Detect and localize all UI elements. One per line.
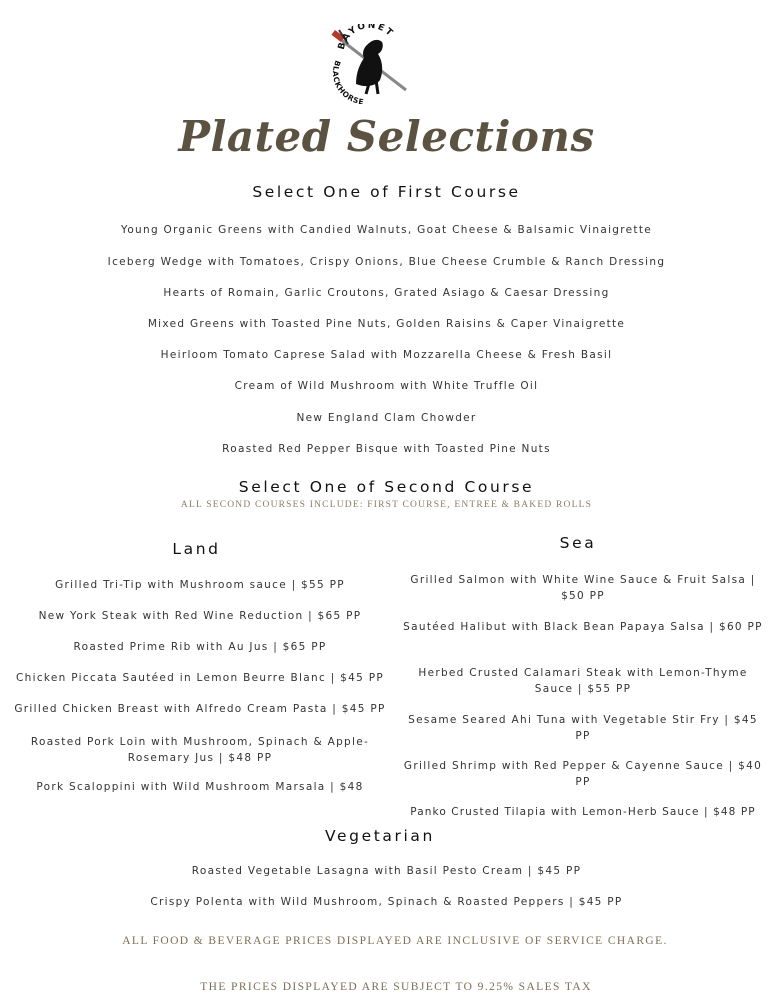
page-title: Plated Selections — [178, 112, 595, 161]
bayonet-blackhorse-logo-icon — [326, 24, 414, 104]
vegetarian-item: Roasted Vegetable Lasagna with Basil Pesto Cream | $45 PP — [191, 865, 582, 877]
logo — [326, 24, 414, 104]
first-course-heading: Select One of First Course — [252, 183, 521, 201]
second-course-heading: Select One of Second Course — [238, 478, 535, 496]
logo-bottom-text: BLACKHORSE — [330, 59, 365, 104]
land-item: Chicken Piccata Sautéed in Lemon Beurre Blanc | $45 PP — [16, 672, 384, 684]
first-course-item: Roasted Red Pepper Bisque with Toasted Pine Nuts — [222, 443, 551, 455]
sea-item: Herbed Crusted Calamari Steak with Lemon-Thyme Sauce | $55 PP — [418, 667, 748, 695]
land-item: Roasted Prime Rib with Au Jus | $65 PP — [73, 641, 327, 653]
sea-heading: Sea — [559, 534, 597, 552]
service-charge-note: ALL FOOD & BEVERAGE PRICES DISPLAYED ARE INCLUSIVE OF SERVICE CHARGE. — [122, 935, 668, 947]
sea-item: Panko Crusted Tilapia with Lemon-Herb Sauce | $48 PP — [410, 806, 756, 818]
first-course-item: Mixed Greens with Toasted Pine Nuts, Golden Raisins & Caper Vinaigrette — [147, 318, 626, 330]
sea-item: Grilled Salmon with White Wine Sauce & Fruit Salsa | $50 PP — [410, 574, 756, 602]
first-course-item: Young Organic Greens with Candied Walnuts, Goat Cheese & Balsamic Vinaigrette — [121, 224, 652, 236]
land-item: New York Steak with Red Wine Reduction | $65 PP — [38, 610, 362, 622]
vegetarian-item: Crispy Polenta with Wild Mushroom, Spinach & Roasted Peppers | $45 PP — [150, 896, 623, 908]
first-course-item: Iceberg Wedge with Tomatoes, Crispy Onions, Blue Cheese Crumble & Ranch Dressing — [107, 256, 666, 268]
first-course-item: Hearts of Romain, Garlic Croutons, Grated Asiago & Caesar Dressing — [163, 287, 610, 299]
land-item: Roasted Pork Loin with Mushroom, Spinach & Apple-Rosemary Jus | $48 PP — [30, 736, 370, 764]
first-course-item: New England Clam Chowder — [296, 412, 477, 424]
sea-item: Grilled Shrimp with Red Pepper & Cayenne Sauce | $40 PP — [403, 760, 763, 788]
land-item: Grilled Chicken Breast with Alfredo Cream Pasta | $45 PP — [14, 703, 386, 715]
land-item: Pork Scaloppini with Wild Mushroom Marsala | $48 — [36, 781, 364, 793]
sales-tax-note: THE PRICES DISPLAYED ARE SUBJECT TO 9.25% SALES TAX — [200, 981, 592, 993]
sea-item: Sautéed Halibut with Black Bean Papaya Salsa | $60 PP — [403, 621, 763, 633]
first-course-item: Cream of Wild Mushroom with White Truffle Oil — [234, 380, 539, 392]
logo-top-text: BAYONET — [336, 24, 396, 51]
second-course-note: ALL SECOND COURSES INCLUDE: FIRST COURSE, ENTREE & BAKED ROLLS — [180, 500, 593, 510]
vegetarian-heading: Vegetarian — [325, 827, 435, 845]
land-item: Grilled Tri-Tip with Mushroom sauce | $55 PP — [55, 579, 345, 591]
sea-item: Sesame Seared Ahi Tuna with Vegetable Stir Fry | $45 PP — [408, 714, 758, 742]
first-course-item: Heirloom Tomato Caprese Salad with Mozzarella Cheese & Fresh Basil — [160, 349, 613, 361]
land-heading: Land — [172, 540, 221, 558]
